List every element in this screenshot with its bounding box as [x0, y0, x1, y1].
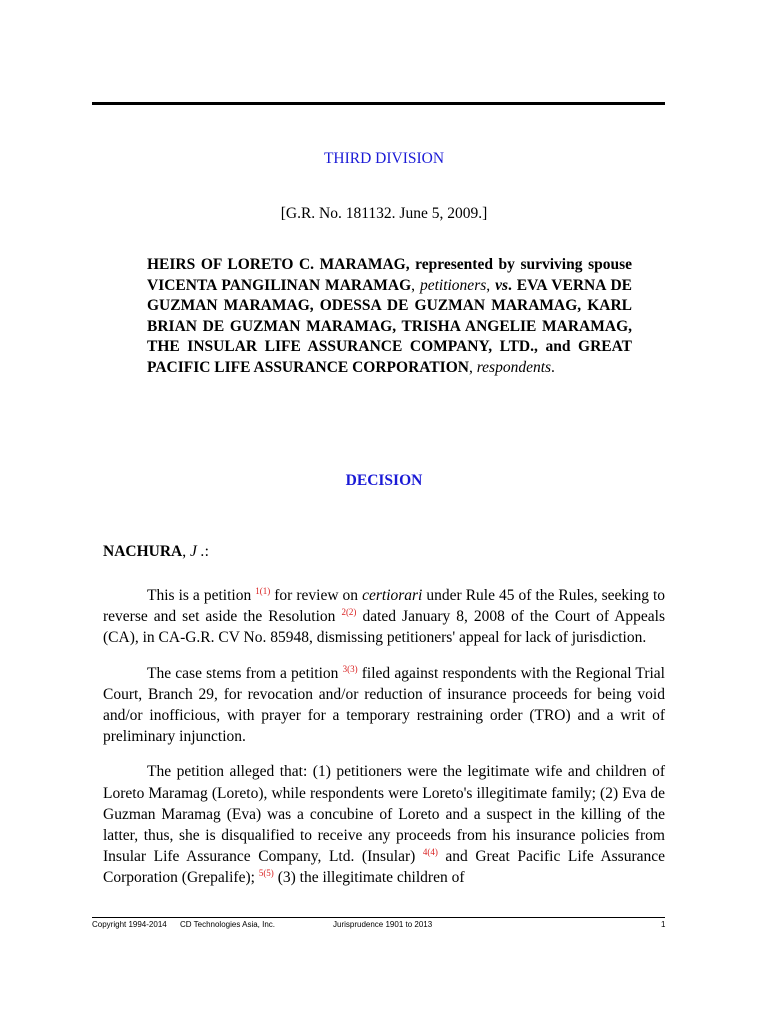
p3-text-3: (3) the illegitimate children of	[277, 869, 465, 887]
paragraph-1	[103, 585, 665, 649]
footer-page-number: 1	[661, 920, 666, 929]
petitioners-names: HEIRS OF LORETO C. MARAMAG, represented by surviving spouse VICENTA PANGILINAN MARAMAG	[147, 256, 632, 294]
petitioners-label: petitioners	[419, 276, 487, 294]
respondents-label: respondents	[476, 358, 552, 376]
decision-body	[103, 585, 665, 903]
respondents-names: EVA VERNA DE GUZMAN MARAMAG, ODESSA DE GUZMAN MARAMAG, KARL BRIAN DE GUZMAN MARAMAG, TRISHA ANGELIE MARAMAG, THE INSULAR LIFE ASSURANCE COMPANY, LTD., and GREAT PACIFIC LIFE ASSURANCE CORPORATION	[147, 276, 633, 376]
footnote-ref-5[interactable]: 5(5)	[258, 868, 274, 879]
footer-company: CD Technologies Asia, Inc.	[180, 920, 276, 929]
footer-rule	[92, 917, 665, 918]
judge-suffix: J	[189, 543, 197, 560]
footer-collection: Jurisprudence 1901 to 2013	[333, 920, 433, 929]
p1-text-2: for review on	[274, 587, 359, 604]
footer-copyright: Copyright 1994-2014	[92, 920, 167, 929]
paragraph-2	[103, 663, 665, 748]
gr-number: [G.R. No. 181132. June 5, 2009.]	[280, 205, 488, 222]
p2-text-2: filed against respondents with the Regional Trial Court, Branch 29, for revocation and/or reduction of insurance proceeds for being void and/or inofficious, with prayer for a temporary restraining order (TRO) and a writ of preliminary injunction.	[103, 664, 665, 746]
footnote-ref-4[interactable]: 4(4)	[422, 847, 438, 858]
footnote-ref-3[interactable]: 3(3)	[342, 663, 358, 674]
versus-label: vs	[495, 276, 508, 294]
judge-name: NACHURA	[103, 543, 183, 560]
ponente: NACHURA, J .:	[103, 543, 209, 560]
p3-text-2: and Great Pacific Life Assurance Corporation (Grepalife);	[103, 848, 666, 887]
footnote-ref-2[interactable]: 2(2)	[341, 607, 357, 618]
p1-italic-certiorari: certiorari	[362, 587, 423, 604]
p1-text-3: under Rule 45 of the Rules, seeking to reverse and set aside the Resolution	[103, 587, 666, 626]
footnote-ref-1[interactable]: 1(1)	[255, 585, 271, 596]
decision-heading: DECISION	[345, 472, 423, 489]
paragraph-3	[103, 761, 665, 888]
p1-text-1: This is a petition	[147, 587, 252, 604]
p2-text-1: The case stems from a petition	[147, 664, 339, 682]
p3-text-1: The petition alleged that: (1) petitioners were the legitimate wife and children of Loreto Maramag (Loreto), while respondents were Loreto's illegitimate family; (2) Eva de Guzman Maramag (Eva) was a concubine of Loreto and a suspect in the killing of the latter, thus, she is disqualified to receive any proceeds from his insurance policies from Insular Life Assurance Company, Ltd. (Insular)	[103, 763, 665, 866]
p1-text-4: dated January 8, 2008 of the Court of Appeals (CA), in CA-G.R. CV No. 85948, dismissing petitioners' appeal for lack of jurisdiction.	[103, 608, 666, 647]
top-rule	[92, 102, 665, 105]
case-parties: HEIRS OF LORETO C. MARAMAG, represented by surviving spouse VICENTA PANGILINAN MARAMAG, petitioners, vs. EVA VERNA DE GUZMAN MARAMAG, ODESSA DE GUZMAN MARAMAG, KARL BRIAN DE GUZMAN MARAMAG, TRISHA ANGELIE MARAMAG, THE INSULAR LIFE ASSURANCE COMPANY, LTD., and GREAT PACIFIC LIFE ASSURANCE CORPORATION, respondents.	[147, 256, 633, 376]
division-heading: THIRD DIVISION	[323, 150, 445, 167]
